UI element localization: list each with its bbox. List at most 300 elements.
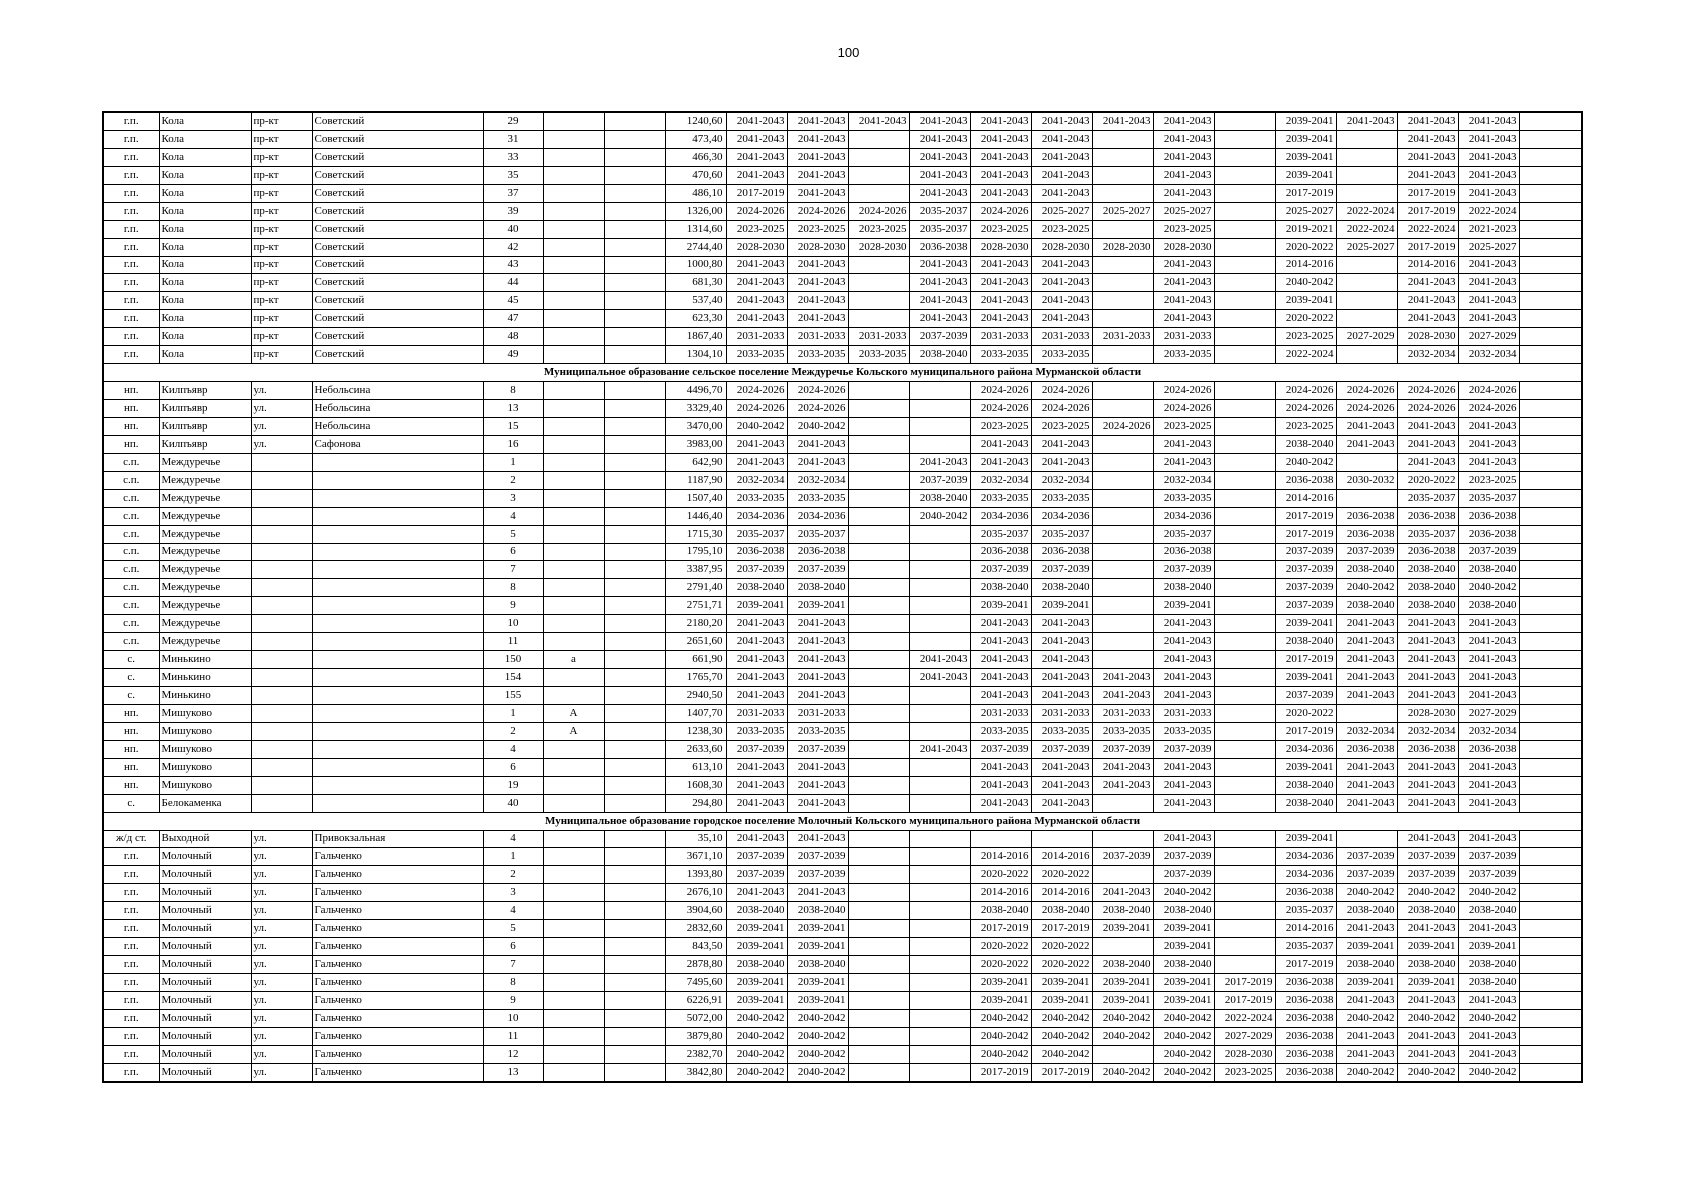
table-cell: 2041-2043	[726, 830, 787, 848]
table-cell: с.п.	[103, 507, 159, 525]
table-cell: ул.	[251, 382, 312, 400]
table-cell: 2041-2043	[787, 130, 848, 148]
table-cell: пр-кт	[251, 148, 312, 166]
table-cell	[848, 866, 909, 884]
table-cell: 2039-2041	[1275, 615, 1336, 633]
table-cell: 2041-2043	[1336, 435, 1397, 453]
table-cell: 2041-2043	[970, 615, 1031, 633]
table-cell: 2041-2043	[787, 776, 848, 794]
table-cell: 16	[483, 435, 543, 453]
table-cell: 2040-2042	[1458, 1009, 1519, 1027]
table-cell: 2744,40	[665, 238, 726, 256]
table-cell: 31	[483, 130, 543, 148]
table-cell: 2025-2027	[1153, 202, 1214, 220]
table-cell	[909, 579, 970, 597]
table-cell: 2041-2043	[726, 148, 787, 166]
table-cell: г.п.	[103, 902, 159, 920]
table-cell: 2040-2042	[1397, 1009, 1458, 1027]
table-cell: 473,40	[665, 130, 726, 148]
table-cell	[1519, 435, 1582, 453]
table-cell	[848, 1027, 909, 1045]
table-cell: 2041-2043	[1397, 615, 1458, 633]
table-cell: 2038-2040	[1031, 579, 1092, 597]
table-cell: 2028-2030	[848, 238, 909, 256]
table-cell: 2041-2043	[1397, 651, 1458, 669]
table-cell	[604, 112, 665, 130]
table-cell: 2038-2040	[1397, 579, 1458, 597]
table-cell: Кола	[159, 184, 251, 202]
table-cell: 6	[483, 938, 543, 956]
table-cell: 2033-2035	[787, 346, 848, 364]
table-cell: г.п.	[103, 148, 159, 166]
table-cell: 3	[483, 489, 543, 507]
table-cell: 5	[483, 525, 543, 543]
table-cell: 2038-2040	[1458, 597, 1519, 615]
table-cell	[1092, 274, 1153, 292]
table-cell: 2036-2038	[970, 543, 1031, 561]
table-cell: 2017-2019	[970, 920, 1031, 938]
table-cell	[1519, 848, 1582, 866]
table-row	[103, 184, 1582, 202]
table-cell: 2039-2041	[787, 974, 848, 992]
table-cell: г.п.	[103, 166, 159, 184]
table-cell: Кола	[159, 256, 251, 274]
table-cell: г.п.	[103, 184, 159, 202]
table-cell	[848, 507, 909, 525]
table-cell	[604, 274, 665, 292]
table-cell: г.п.	[103, 274, 159, 292]
table-cell: ул.	[251, 884, 312, 902]
table-cell: 2036-2038	[1275, 1009, 1336, 1027]
table-cell: 2039-2041	[1031, 974, 1092, 992]
table-cell: нп.	[103, 435, 159, 453]
table-cell	[1519, 633, 1582, 651]
table-cell	[848, 274, 909, 292]
table-cell: 2041-2043	[909, 256, 970, 274]
table-cell	[251, 579, 312, 597]
table-cell	[1519, 830, 1582, 848]
table-cell	[909, 1063, 970, 1081]
table-cell: 2022-2024	[1336, 220, 1397, 238]
table-row	[103, 112, 1582, 130]
table-cell: 2028-2030	[726, 238, 787, 256]
table-cell: 2038-2040	[970, 579, 1031, 597]
table-cell	[1519, 328, 1582, 346]
table-cell: с.п.	[103, 453, 159, 471]
table-cell	[1214, 561, 1275, 579]
table-cell: 2039-2041	[1275, 830, 1336, 848]
table-cell	[604, 722, 665, 740]
table-cell: 2020-2022	[970, 956, 1031, 974]
table-cell: г.п.	[103, 328, 159, 346]
table-cell: с.	[103, 794, 159, 812]
table-row	[103, 794, 1582, 812]
table-cell: 2027-2029	[1214, 1027, 1275, 1045]
table-cell	[909, 435, 970, 453]
table-cell: 2041-2043	[970, 633, 1031, 651]
table-cell	[1519, 902, 1582, 920]
table-cell: 2040-2042	[1336, 1009, 1397, 1027]
table-row	[103, 220, 1582, 238]
table-cell	[848, 310, 909, 328]
table-cell: 3671,10	[665, 848, 726, 866]
table-cell: 2041-2043	[1336, 1027, 1397, 1045]
table-cell: 2041-2043	[970, 687, 1031, 705]
table-cell	[848, 1045, 909, 1063]
table-cell: ул.	[251, 848, 312, 866]
table-cell	[1214, 669, 1275, 687]
table-row	[103, 579, 1582, 597]
table-cell	[1519, 166, 1582, 184]
table-cell	[848, 722, 909, 740]
table-cell	[1336, 274, 1397, 292]
table-cell: Междуречье	[159, 579, 251, 597]
table-cell: Кола	[159, 274, 251, 292]
table-cell: 2382,70	[665, 1045, 726, 1063]
table-cell: 2023-2025	[970, 417, 1031, 435]
table-cell: 2041-2043	[1031, 256, 1092, 274]
table-cell: 2041-2043	[1397, 112, 1458, 130]
table-cell: 2036-2038	[1458, 507, 1519, 525]
table-cell: 1	[483, 453, 543, 471]
table-cell	[909, 794, 970, 812]
table-cell	[543, 920, 604, 938]
table-cell	[1519, 704, 1582, 722]
table-row	[103, 651, 1582, 669]
table-cell	[312, 651, 483, 669]
table-cell: Мишуково	[159, 704, 251, 722]
table-cell: пр-кт	[251, 328, 312, 346]
table-cell: 2024-2026	[787, 400, 848, 418]
table-cell	[848, 615, 909, 633]
table-cell	[543, 1009, 604, 1027]
table-cell	[543, 669, 604, 687]
table-cell: 2035-2037	[1153, 525, 1214, 543]
table-cell: 11	[483, 1027, 543, 1045]
table-cell	[604, 938, 665, 956]
table-cell: 1	[483, 704, 543, 722]
table-cell: Междуречье	[159, 615, 251, 633]
table-cell	[1519, 597, 1582, 615]
table-cell: 2751,71	[665, 597, 726, 615]
table-cell: Гальченко	[312, 938, 483, 956]
table-cell	[848, 740, 909, 758]
table-cell	[1092, 597, 1153, 615]
table-cell	[543, 884, 604, 902]
table-cell: 2033-2035	[1153, 722, 1214, 740]
table-cell: 2039-2041	[726, 974, 787, 992]
table-cell	[251, 776, 312, 794]
table-cell: г.п.	[103, 256, 159, 274]
table-cell: 2017-2019	[1275, 722, 1336, 740]
table-cell: 2039-2041	[726, 920, 787, 938]
table-cell	[604, 633, 665, 651]
table-cell: 2041-2043	[1397, 453, 1458, 471]
table-cell: 2041-2043	[1458, 274, 1519, 292]
table-cell: 2041-2043	[970, 274, 1031, 292]
table-cell: 2038-2040	[787, 902, 848, 920]
table-cell: 2031-2033	[726, 328, 787, 346]
table-cell: 2041-2043	[1458, 166, 1519, 184]
table-cell: 2040-2042	[1092, 1009, 1153, 1027]
table-cell: Советский	[312, 130, 483, 148]
table-cell: Междуречье	[159, 489, 251, 507]
table-cell: 2037-2039	[1153, 866, 1214, 884]
table-cell: 2041-2043	[787, 633, 848, 651]
table-cell	[848, 687, 909, 705]
table-cell	[1214, 740, 1275, 758]
table-cell: 2024-2026	[1275, 400, 1336, 418]
table-cell: 2036-2038	[1275, 471, 1336, 489]
table-cell: Привокзальная	[312, 830, 483, 848]
table-cell: 2039-2041	[970, 991, 1031, 1009]
table-cell: 2023-2025	[1031, 220, 1092, 238]
table-cell: 2024-2026	[726, 400, 787, 418]
table-cell: 2	[483, 866, 543, 884]
table-cell: 2041-2043	[787, 148, 848, 166]
table-cell: 2041-2043	[1031, 130, 1092, 148]
table-cell: 2039-2041	[1275, 130, 1336, 148]
table-cell	[1214, 292, 1275, 310]
table-cell: 2038-2040	[970, 902, 1031, 920]
table-cell	[543, 507, 604, 525]
table-cell: 2033-2035	[726, 346, 787, 364]
table-cell	[1214, 651, 1275, 669]
table-cell	[604, 597, 665, 615]
table-cell: нп.	[103, 382, 159, 400]
table-cell: 2041-2043	[1397, 633, 1458, 651]
table-cell: 12	[483, 1045, 543, 1063]
table-cell: 2036-2038	[1336, 525, 1397, 543]
table-cell: 2041-2043	[1397, 920, 1458, 938]
table-row	[103, 525, 1582, 543]
table-cell: 2041-2043	[726, 776, 787, 794]
table-cell: 2041-2043	[787, 435, 848, 453]
table-cell	[1214, 507, 1275, 525]
table-cell: 2039-2041	[787, 597, 848, 615]
table-cell: 2036-2038	[909, 238, 970, 256]
table-cell: 2025-2027	[1458, 238, 1519, 256]
table-cell	[1519, 148, 1582, 166]
table-cell	[543, 830, 604, 848]
table-cell: 39	[483, 202, 543, 220]
table-cell	[1092, 346, 1153, 364]
table-cell	[543, 776, 604, 794]
table-cell	[848, 776, 909, 794]
table-cell: 2036-2038	[726, 543, 787, 561]
table-cell	[1214, 704, 1275, 722]
table-cell: 2041-2043	[1458, 991, 1519, 1009]
table-cell: 2020-2022	[1275, 704, 1336, 722]
table-cell: 2041-2043	[787, 669, 848, 687]
table-cell	[251, 489, 312, 507]
table-cell: 2038-2040	[1092, 902, 1153, 920]
table-cell: с.п.	[103, 543, 159, 561]
table-cell: 2036-2038	[1275, 1063, 1336, 1081]
table-cell	[1092, 435, 1153, 453]
table-cell: 2041-2043	[1031, 112, 1092, 130]
table-cell	[1519, 112, 1582, 130]
table-cell: 2037-2039	[1153, 848, 1214, 866]
table-cell	[1092, 220, 1153, 238]
table-cell	[1214, 633, 1275, 651]
table-cell: 2041-2043	[1397, 669, 1458, 687]
table-cell: 2021-2023	[1458, 220, 1519, 238]
table-cell: 2040-2042	[1092, 1027, 1153, 1045]
table-cell: 2040-2042	[1031, 1045, 1092, 1063]
table-row	[103, 597, 1582, 615]
table-cell: 2024-2026	[1153, 400, 1214, 418]
table-cell	[312, 507, 483, 525]
table-cell: 2041-2043	[726, 633, 787, 651]
table-cell: 2017-2019	[1275, 956, 1336, 974]
table-cell	[251, 453, 312, 471]
table-cell: 2034-2036	[726, 507, 787, 525]
table-cell	[543, 238, 604, 256]
table-cell: 2041-2043	[1153, 794, 1214, 812]
table-cell: 2041-2043	[1031, 184, 1092, 202]
table-cell: 2041-2043	[726, 615, 787, 633]
table-cell	[604, 561, 665, 579]
table-cell	[848, 148, 909, 166]
table-cell: 2033-2035	[787, 722, 848, 740]
table-cell: 2035-2037	[1458, 489, 1519, 507]
table-cell: 2039-2041	[1336, 974, 1397, 992]
table-cell	[604, 669, 665, 687]
table-cell	[909, 417, 970, 435]
table-cell: Советский	[312, 346, 483, 364]
table-cell: 2038-2040	[1458, 561, 1519, 579]
table-cell: ул.	[251, 400, 312, 418]
table-cell: 2037-2039	[909, 471, 970, 489]
table-cell: ул.	[251, 1009, 312, 1027]
table-cell	[251, 794, 312, 812]
table-cell	[1092, 166, 1153, 184]
table-cell: 2037-2039	[970, 561, 1031, 579]
table-cell: Гальченко	[312, 991, 483, 1009]
table-cell: 2034-2036	[1275, 740, 1336, 758]
table-cell: 2041-2043	[787, 112, 848, 130]
table-cell: Молочный	[159, 938, 251, 956]
table-cell	[1519, 740, 1582, 758]
table-cell	[1214, 776, 1275, 794]
table-cell: Междуречье	[159, 633, 251, 651]
table-cell: 2041-2043	[1458, 130, 1519, 148]
table-cell: 10	[483, 1009, 543, 1027]
table-cell	[1519, 615, 1582, 633]
table-cell: 2041-2043	[970, 184, 1031, 202]
table-cell: 2038-2040	[909, 489, 970, 507]
table-row	[103, 292, 1582, 310]
table-cell: Килпъявр	[159, 400, 251, 418]
table-cell: 2040-2042	[726, 1045, 787, 1063]
table-cell: г.п.	[103, 920, 159, 938]
table-cell: 2036-2038	[1336, 507, 1397, 525]
table-cell: Молочный	[159, 991, 251, 1009]
table-cell: 2020-2022	[1031, 956, 1092, 974]
table-cell	[312, 776, 483, 794]
table-cell	[1092, 651, 1153, 669]
table-cell	[251, 615, 312, 633]
table-cell	[543, 1063, 604, 1081]
table-cell: 37	[483, 184, 543, 202]
table-cell: 1000,80	[665, 256, 726, 274]
table-cell: 2041-2043	[1153, 669, 1214, 687]
schedule-table	[102, 111, 1583, 1083]
table-cell: 2041-2043	[1153, 615, 1214, 633]
table-cell: 2041-2043	[1153, 112, 1214, 130]
table-cell: 2041-2043	[1336, 991, 1397, 1009]
table-cell: ул.	[251, 830, 312, 848]
table-cell	[251, 471, 312, 489]
table-cell	[543, 938, 604, 956]
table-cell	[909, 687, 970, 705]
table-cell: г.п.	[103, 238, 159, 256]
table-cell: 2041-2043	[1458, 776, 1519, 794]
table-cell: 2017-2019	[726, 184, 787, 202]
table-cell: 2028-2030	[1397, 704, 1458, 722]
table-cell: 2041-2043	[1397, 1045, 1458, 1063]
table-cell	[1519, 938, 1582, 956]
table-cell: Советский	[312, 148, 483, 166]
table-cell: 2028-2030	[970, 238, 1031, 256]
table-cell: 2041-2043	[1336, 669, 1397, 687]
table-cell: 1608,30	[665, 776, 726, 794]
table-cell: г.п.	[103, 292, 159, 310]
table-cell: 2040-2042	[1458, 579, 1519, 597]
table-cell: 2017-2019	[970, 1063, 1031, 1081]
table-cell: 2035-2037	[1397, 525, 1458, 543]
table-cell: 3470,00	[665, 417, 726, 435]
table-cell	[848, 525, 909, 543]
table-cell: 2041-2043	[726, 256, 787, 274]
table-cell: г.п.	[103, 974, 159, 992]
table-cell: Гальченко	[312, 902, 483, 920]
table-cell: Молочный	[159, 848, 251, 866]
table-cell: 2041-2043	[1153, 292, 1214, 310]
table-cell: 2033-2035	[970, 346, 1031, 364]
table-cell: Междуречье	[159, 543, 251, 561]
table-cell: 2041-2043	[1458, 758, 1519, 776]
table-cell: 2037-2039	[1275, 597, 1336, 615]
table-cell: 2025-2027	[1275, 202, 1336, 220]
table-cell	[312, 633, 483, 651]
table-cell: 2041-2043	[787, 758, 848, 776]
table-cell: Молочный	[159, 1009, 251, 1027]
table-cell	[543, 130, 604, 148]
table-cell: ул.	[251, 956, 312, 974]
table-cell: 2041-2043	[787, 310, 848, 328]
table-row	[103, 704, 1582, 722]
table-cell: 2041-2043	[1336, 112, 1397, 130]
table-cell: 1240,60	[665, 112, 726, 130]
table-cell: ул.	[251, 1045, 312, 1063]
table-cell	[909, 615, 970, 633]
table-cell: 4	[483, 902, 543, 920]
table-cell: 2037-2039	[787, 848, 848, 866]
table-cell	[1519, 238, 1582, 256]
table-cell	[1519, 884, 1582, 902]
table-cell	[848, 920, 909, 938]
table-cell: 1867,40	[665, 328, 726, 346]
table-cell: 2038-2040	[1153, 579, 1214, 597]
table-cell: 2037-2039	[1092, 848, 1153, 866]
table-cell	[1519, 130, 1582, 148]
table-cell: 2035-2037	[909, 202, 970, 220]
table-cell: 2024-2026	[726, 382, 787, 400]
table-cell: 7	[483, 956, 543, 974]
table-cell: 2041-2043	[909, 651, 970, 669]
